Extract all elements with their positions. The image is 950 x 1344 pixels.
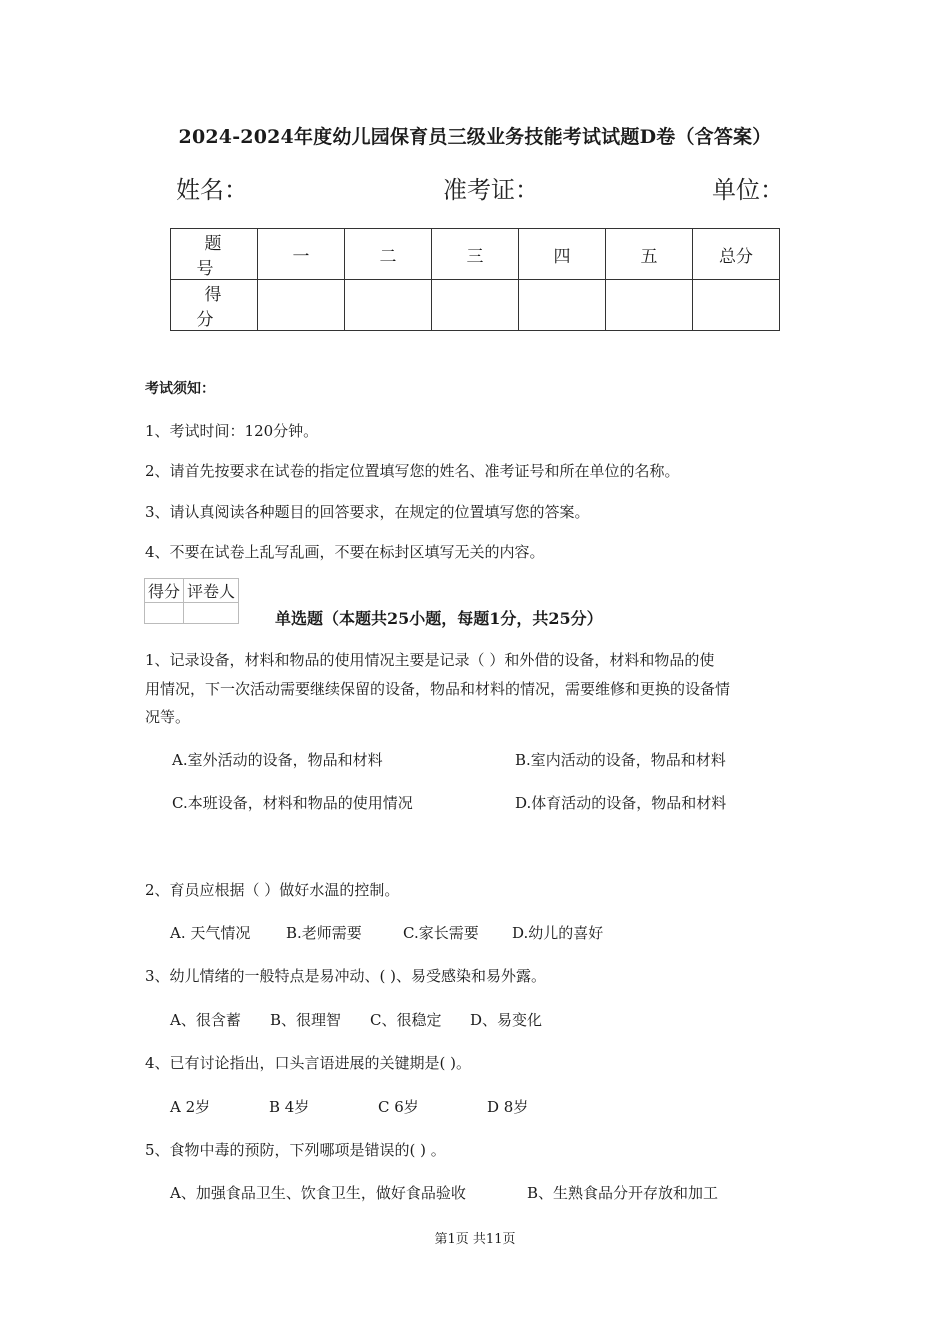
- question-4-option-a[interactable]: A 2岁: [170, 1098, 211, 1116]
- question-3-option-b[interactable]: B、很理智: [270, 1011, 342, 1029]
- grader-reviewer-label: 评卷人: [184, 579, 239, 603]
- question-2-option-b[interactable]: B.老师需要: [286, 924, 362, 942]
- question-3-option-d[interactable]: D、易变化: [470, 1011, 543, 1029]
- notice-item: 4、不要在试卷上乱写乱画，不要在标封区填写无关的内容。: [145, 543, 545, 561]
- score-cell[interactable]: [345, 280, 432, 331]
- question-5-option-b[interactable]: B、生熟食品分开存放和加工: [527, 1184, 719, 1202]
- question-1-line: 况等。: [145, 708, 191, 726]
- score-header-cell: 四: [519, 229, 606, 280]
- question-1-option-d[interactable]: D.体育活动的设备，物品和材料: [515, 794, 727, 812]
- score-cell[interactable]: [432, 280, 519, 331]
- score-table-header-row: [171, 229, 780, 280]
- question-3-line: 3、幼儿情绪的一般特点是易冲动、( )、易受感染和易外露。: [145, 967, 547, 985]
- grader-score-cell[interactable]: [145, 603, 184, 624]
- question-4-option-c[interactable]: C 6岁: [378, 1098, 419, 1116]
- score-cell[interactable]: [258, 280, 345, 331]
- question-2-line: 2、育员应根据（ ）做好水温的控制。: [145, 881, 400, 899]
- section-title: 单选题（本题共25小题，每题1分，共25分）: [275, 609, 603, 628]
- question-2-option-d[interactable]: D.幼儿的喜好: [512, 924, 604, 942]
- score-row-label: 得 分: [171, 280, 258, 331]
- unit-field-label: 单位：: [712, 176, 784, 204]
- question-1-option-a[interactable]: A.室外活动的设备，物品和材料: [172, 751, 383, 769]
- score-header-cell: 一: [258, 229, 345, 280]
- notice-item: 1、考试时间：120分钟。: [145, 422, 319, 440]
- question-5-line: 5、食物中毒的预防，下列哪项是错误的( ) 。: [145, 1141, 446, 1159]
- score-header-cell: 总分: [693, 229, 780, 280]
- notice-item: 3、请认真阅读各种题目的回答要求，在规定的位置填写您的答案。: [145, 503, 590, 521]
- question-1-option-c[interactable]: C.本班设备，材料和物品的使用情况: [172, 794, 413, 812]
- question-1-line: 1、记录设备，材料和物品的使用情况主要是记录（ ）和外借的设备，材料和物品的使: [145, 651, 715, 669]
- score-header-cell: 题 号: [171, 229, 258, 280]
- score-header-cell: 五: [606, 229, 693, 280]
- score-cell[interactable]: [606, 280, 693, 331]
- question-4-option-b[interactable]: B 4岁: [269, 1098, 310, 1116]
- exam-id-field-label: 准考证：: [443, 176, 539, 204]
- document-title: 2024-2024年度幼儿园保育员三级业务技能考试试题D卷（含答案）: [178, 126, 772, 148]
- grader-reviewer-cell[interactable]: [184, 603, 239, 624]
- question-1-option-b[interactable]: B.室内活动的设备，物品和材料: [515, 751, 726, 769]
- question-4-option-d[interactable]: D 8岁: [487, 1098, 529, 1116]
- question-2-option-c[interactable]: C.家长需要: [403, 924, 479, 942]
- score-table: [170, 228, 780, 331]
- page-footer: 第1页 共11页: [434, 1232, 516, 1247]
- name-field-label: 姓名：: [176, 176, 248, 204]
- grader-score-label: 得分: [145, 579, 184, 603]
- question-4-line: 4、已有讨论指出，口头言语进展的关键期是( )。: [145, 1054, 472, 1072]
- score-header-cell: 二: [345, 229, 432, 280]
- score-header-cell: 三: [432, 229, 519, 280]
- grader-box: [144, 578, 239, 624]
- question-3-option-c[interactable]: C、很稳定: [370, 1011, 442, 1029]
- notice-item: 2、请首先按要求在试卷的指定位置填写您的姓名、准考证号和所在单位的名称。: [145, 462, 680, 480]
- score-cell[interactable]: [519, 280, 606, 331]
- notice-heading: 考试须知：: [145, 381, 215, 397]
- score-table-score-row: [171, 280, 780, 331]
- question-2-option-a[interactable]: A. 天气情况: [170, 924, 251, 942]
- question-1-line: 用情况，下一次活动需要继续保留的设备，物品和材料的情况，需要维修和更换的设备情: [145, 680, 731, 698]
- score-cell[interactable]: [693, 280, 780, 331]
- question-5-option-a[interactable]: A、加强食品卫生、饮食卫生，做好食品验收: [170, 1184, 466, 1202]
- question-3-option-a[interactable]: A、很含蓄: [170, 1011, 241, 1029]
